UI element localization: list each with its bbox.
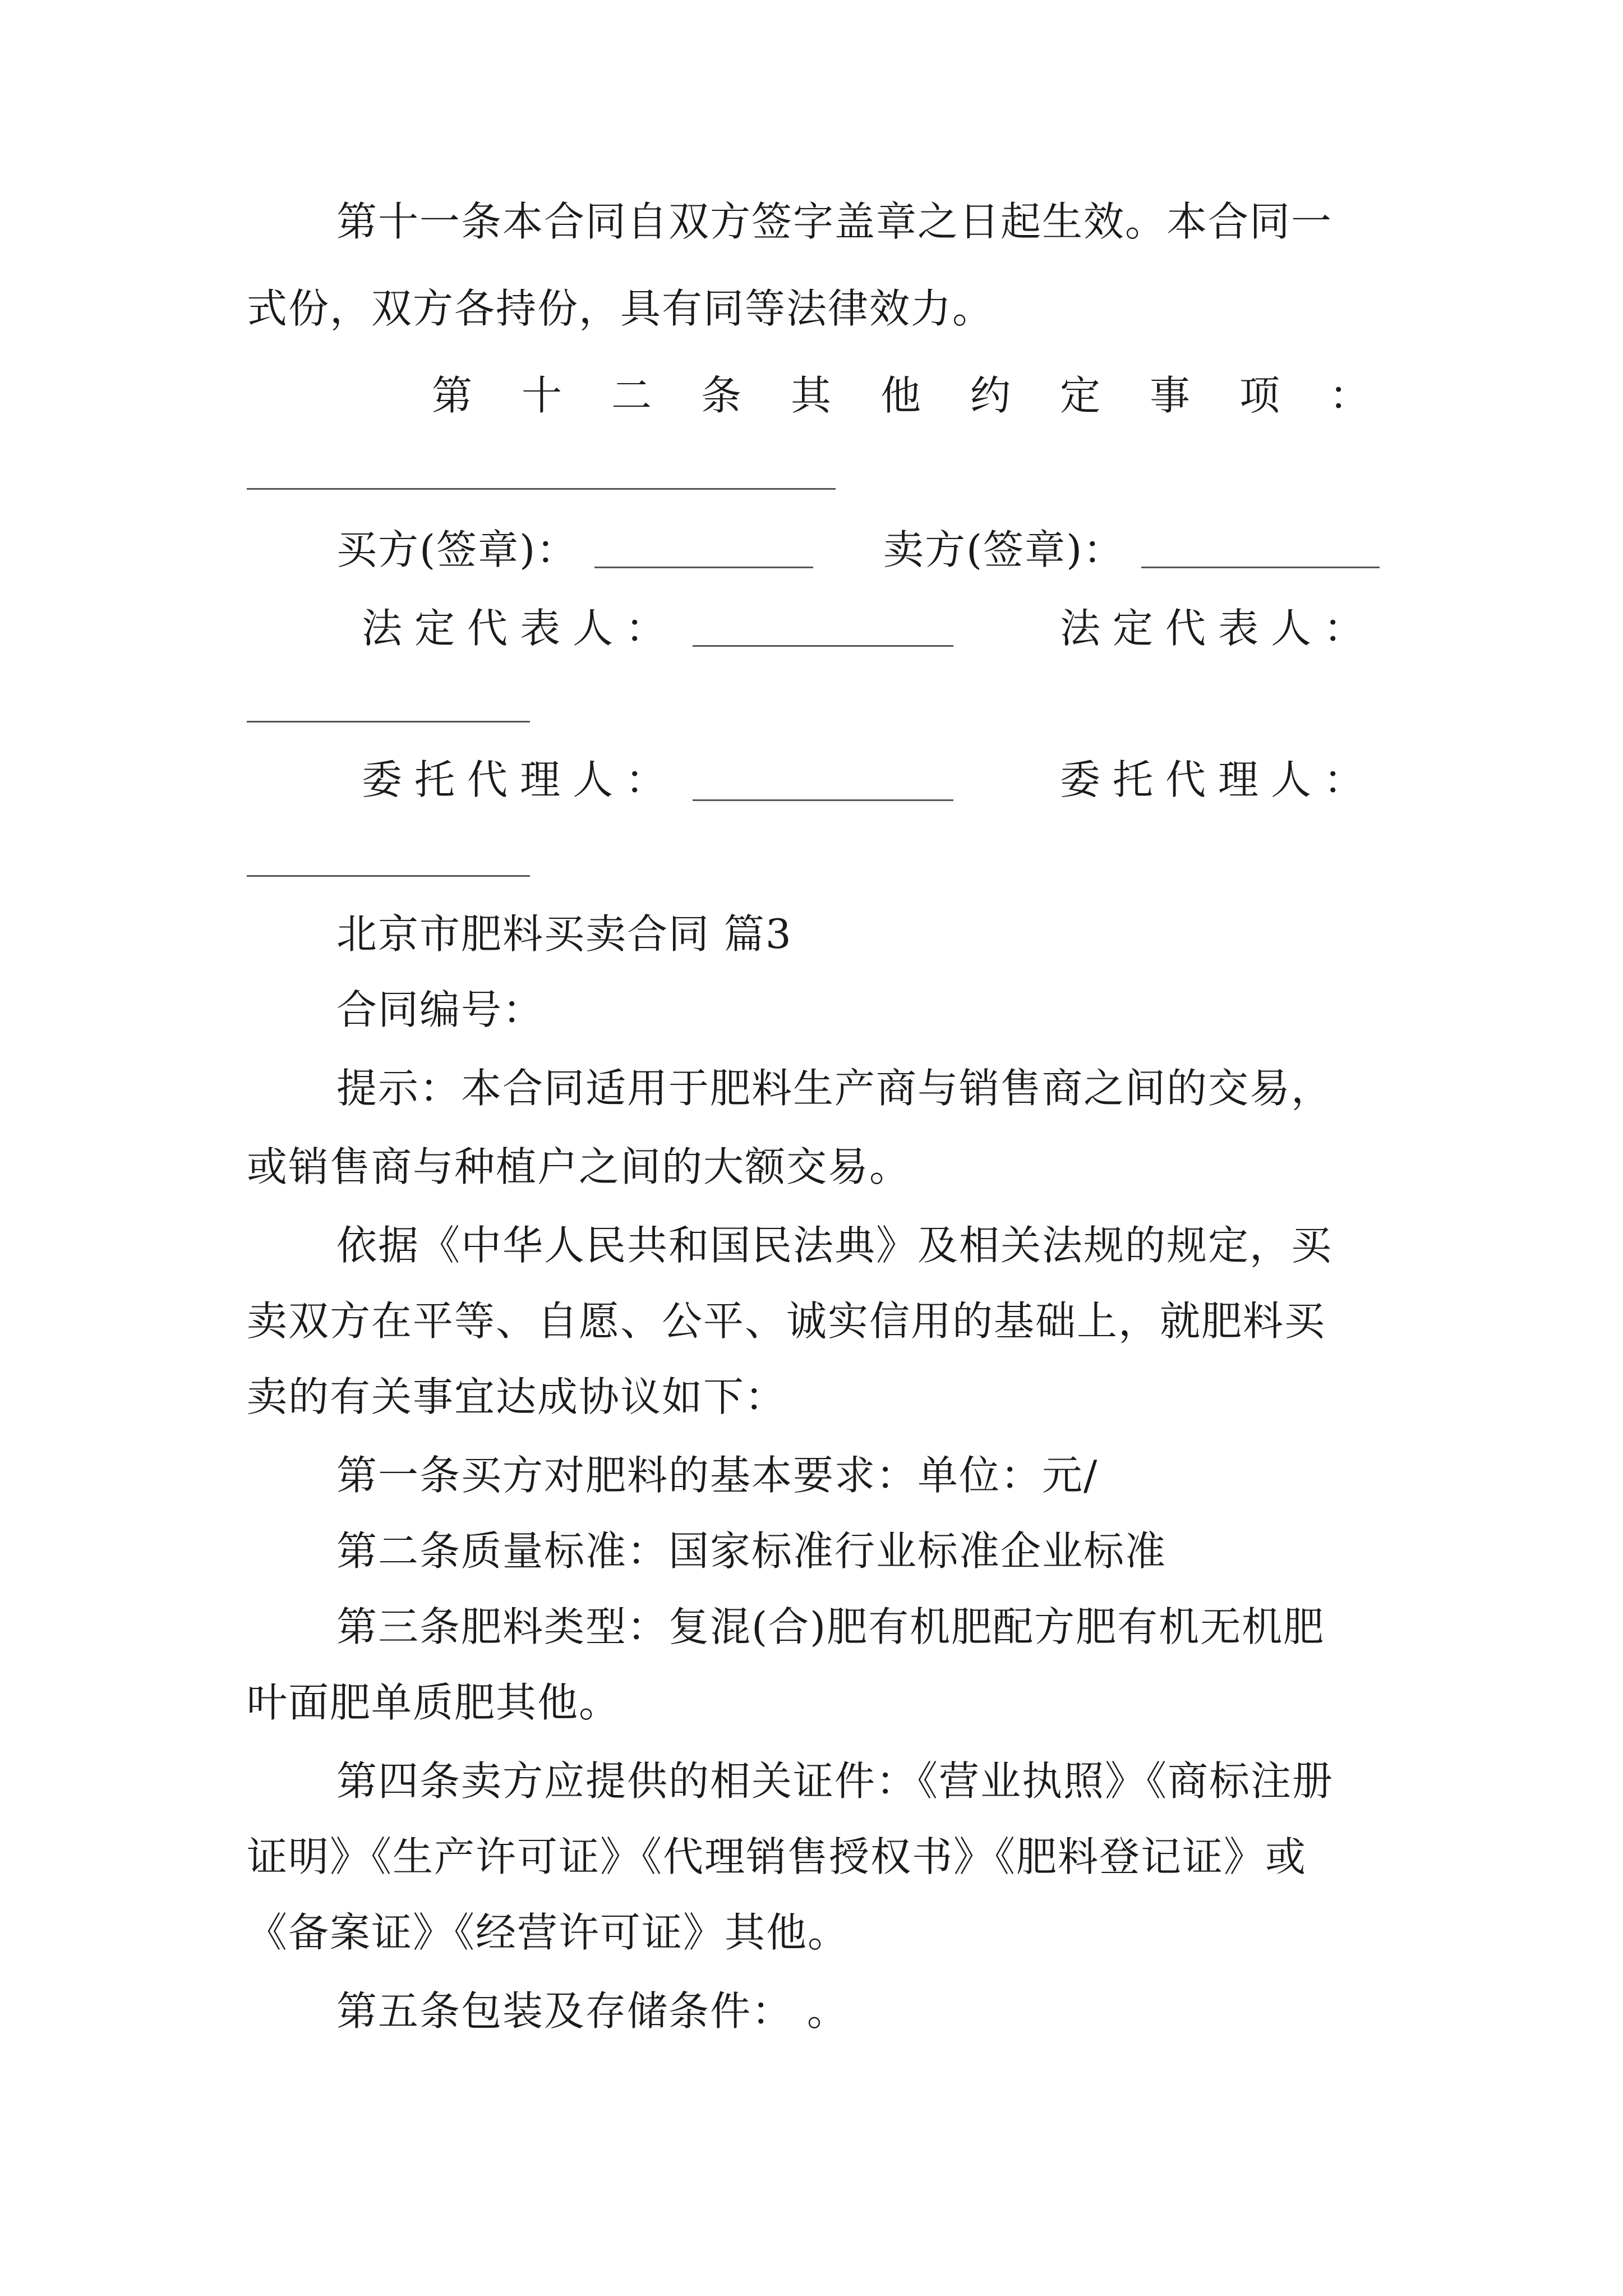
article-11-line-2: 式份，双方各持份，具有同等法律效力。 [247, 285, 994, 332]
article-4-line-1: 第四条卖方应提供的相关证件：《营业执照》《商标注册 [336, 1757, 1334, 1805]
article-2: 第二条质量标准：国家标准行业标准企业标准 [336, 1527, 1167, 1575]
seller-sign-label: 卖方(签章)： [883, 526, 1125, 573]
article-5: 第五条包装及存储条件： 。 [336, 1987, 849, 2035]
article-3-line-1: 第三条肥料类型：复混(合)肥有机肥配方肥有机无机肥 [336, 1603, 1325, 1650]
tip-line-1: 提示：本合同适用于肥料生产商与销售商之间的交易， [336, 1065, 1333, 1112]
seller-sign-blank [1141, 567, 1380, 568]
agent-right-label: 委托代理人： [1060, 756, 1377, 803]
article-1: 第一条买方对肥料的基本要求：单位：元/ [336, 1452, 1099, 1499]
tip-line-2: 或销售商与种植户之间的大额交易。 [247, 1143, 911, 1190]
contract-number-label: 合同编号： [336, 986, 545, 1033]
article-4-line-3: 《备案证》《经营许可证》其他。 [247, 1909, 850, 1956]
basis-line-2: 卖双方在平等、自愿、公平、诚实信用的基础上，就肥料买 [247, 1297, 1326, 1345]
basis-line-1: 依据《中华人民共和国民法典》及相关法规的规定，买 [336, 1222, 1333, 1269]
section-title: 北京市肥料买卖合同 篇3 [336, 910, 792, 958]
article-12-label: 第十二条其他约定事项： [432, 372, 1419, 419]
article-3-line-2: 叶面肥单质肥其他。 [247, 1679, 621, 1726]
buyer-sign-blank [594, 567, 813, 568]
agent-right-blank [247, 875, 530, 877]
agent-left-label: 委托代理人： [362, 756, 679, 803]
legal-rep-right-blank [247, 721, 530, 723]
legal-rep-right-label: 法定代表人： [1060, 605, 1377, 652]
buyer-sign-label: 买方(签章)： [336, 526, 578, 573]
legal-rep-left-label: 法定代表人： [362, 605, 679, 652]
legal-rep-left-blank [693, 645, 953, 647]
article-4-line-2: 证明》《生产许可证》《代理销售授权书》《肥料登记证》或 [247, 1833, 1307, 1880]
article-11-line-1: 第十一条本合同自双方签字盖章之日起生效。本合同一 [336, 198, 1333, 245]
basis-line-3: 卖的有关事宜达成协议如下： [247, 1373, 787, 1420]
article-12-blank-line [247, 488, 836, 490]
agent-left-blank [693, 799, 953, 801]
